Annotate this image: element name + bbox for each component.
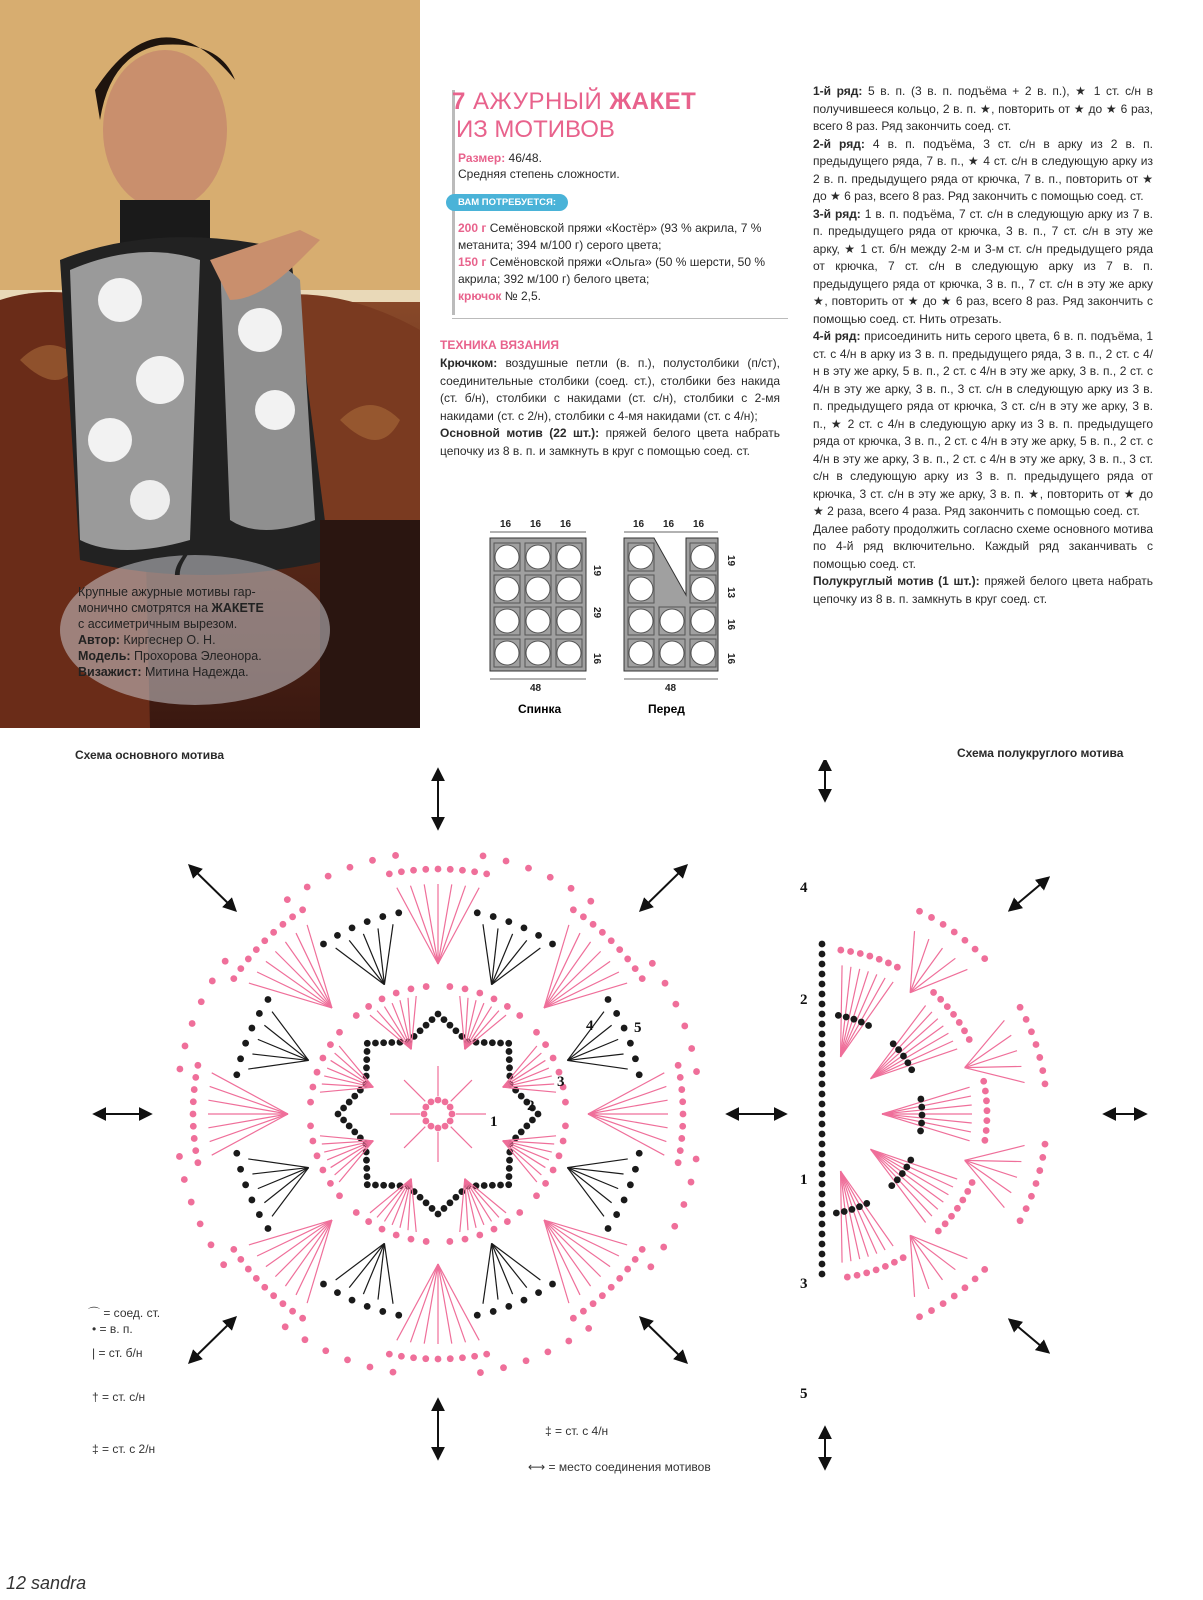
main-row-num-1: 1: [490, 1114, 498, 1130]
legend-tr: ‡ = ст. с 2/н: [92, 1442, 156, 1456]
half-motif: Полукруглый мотив (1 шт.): пряжей белого цвета набрать цепочку из 8 в. п. замкнуть в круг соед. ст.: [813, 574, 1153, 606]
article-title: [452, 88, 792, 144]
front-side-dim-1: 19: [725, 555, 736, 567]
back-bottom-dim: 48: [530, 683, 542, 694]
front-bottom-dim: 48: [665, 683, 677, 694]
need-badge: ВАМ ПОТРЕБУЕТСЯ:: [446, 194, 568, 211]
size-info: Размер: 46/48. Средняя степень сложности.: [458, 151, 620, 181]
material-1: 200 г Семёновской пряжи «Костёр» (93 % акрила, 7 % метанита; 394 м/100 г) серого цвета;: [458, 221, 762, 252]
back-label: Спинка: [518, 702, 562, 716]
caption-number: 7: [170, 545, 189, 583]
half-row-num-1: 1: [800, 1172, 808, 1188]
front-top-dim-1: 16: [633, 519, 645, 530]
front-side-dim-3: 16: [725, 619, 736, 631]
back-top-dim-2: 16: [530, 519, 542, 530]
caption-stylist: Визажист: Митина Надежда.: [78, 665, 249, 679]
half-row-num-5: 5: [800, 1386, 808, 1402]
main-motif-diagram: [95, 770, 785, 1458]
main-row-num-2: 2: [527, 1098, 535, 1114]
front-side-dim-4: 16: [725, 653, 736, 665]
caption-line-2: [78, 600, 328, 616]
technique-hook: Крючком: воздушные петли (в. п.), полустолбики (п/ст), соединительные столбики (соед. ст.), столбики без накида (ст. б/н), столбики с накидами (ст. с/н), столбики с 2-мя накидами (ст. с 2/н), столбики с 4-мя накидами (ст. с 4/н);: [440, 356, 780, 423]
legend-dtr4: ‡ = ст. с 4/н: [545, 1424, 609, 1438]
caption-jacket: ЖАКЕТЕ: [211, 601, 264, 615]
assembly-schemes: [478, 515, 778, 725]
front-side-dim-2: 13: [725, 587, 736, 599]
main-scheme-title: Схема основного мотива: [75, 748, 225, 762]
row-3: 3-й ряд: 1 в. п. подъёма, 7 ст. с/н в следующую арку из 7 в. п. предыдущего ряда от крючка, 3 в. п., 7 ст. с/н в эту же арку, ★ 1 ст. б/н между 2-м и 3-м ст. с/н предыдущего ряда от крючка, 7 ст. с/н в следующую арку из 7 в. п. предыдущего ряда от крючка, 3 в. п., 7 ст. с/н в эту же арку ★, повторить от ★ до ★ 6 раз, всего 8 раз. Ряд закончить с помощью соед. ст. Нить отрезать.: [813, 206, 1153, 326]
legend-ss: ⌒ = соед. ст.: [88, 1306, 161, 1320]
legend-join: ⟷ = место соединения мотивов: [528, 1460, 711, 1474]
front-top-dim-3: 16: [693, 519, 705, 530]
front-top-dim-2: 16: [663, 519, 675, 530]
technique-text: [440, 355, 780, 460]
model-photo: [0, 0, 420, 728]
crochet-charts: [0, 760, 1203, 1560]
caption-line-1: Крупные ажурные мотивы гар-: [78, 585, 256, 599]
material-hook: крючок № 2,5.: [458, 289, 541, 303]
caption-author: Автор: Киргеснер О. Н.: [78, 633, 216, 647]
row-4: 4-й ряд: присоединить нить серого цвета, 6 в. п. подъёма, 1 ст. с 4/н в арку из 3 в. п. предыдущего ряда, 3 в. п., 2 ст. с 4/н в эту же арку, 5 в. п., 2 ст. с 4/н в эту же арку, 3 в. п., 2 ст. с 4/н в эту же арку, 3 в. п., 3 ст. с/н в следующую арку из 3 в. п. предыдущего ряда от крючка, 3 ст. с/н в эту же арку, 3 в. п., ★ 2 ст. с 4/н в следующую арку из 3 в. п. предыдущего ряда от крючка, 3 в. п., 2 ст. с 4/н в эту же арку, 5 в. п., 2 ст. с 4/н в эту же арку, 3 в. п., 2 ст. с 4/н в эту же арку, 3 в. п., 3 ст. с/н в следующую арку из 3 в. п. предыдущего ряда от крючка, 3 ст. с/н в эту же арку, 3 в. п. ★, повторить от ★ до ★ 2 раза, всего 4 раза. Ряд закончить с помощью соед. ст.: [813, 329, 1154, 518]
main-row-num-5: 5: [634, 1020, 642, 1036]
legend-ch: • = в. п.: [92, 1322, 133, 1336]
back-side-dim-1: 19: [591, 565, 602, 577]
photo-caption: [78, 584, 328, 680]
divider: [452, 318, 788, 319]
legend-dc: † = ст. с/н: [92, 1390, 146, 1404]
front-label: Перед: [648, 702, 685, 716]
further-text: Далее работу продолжить согласно схеме основного мотива по 4-й ряд включительно. Каждый ряд заканчивать с помощью соед. ст.: [813, 521, 1153, 571]
difficulty: Средняя степень сложности.: [458, 167, 620, 181]
back-top-dim-3: 16: [560, 519, 572, 530]
materials-list: [458, 220, 783, 305]
technique-motif: Основной мотив (22 шт.): пряжей белого цвета набрать цепочку из 8 в. п. и замкнуть в круг с помощью соед. ст.: [440, 426, 780, 458]
caption-line-3: с ассиметричным вырезом.: [78, 617, 238, 631]
rows-text: [813, 83, 1153, 608]
row-1: 1-й ряд: 5 в. п. (3 в. п. подъёма + 2 в. п.), ★ 1 ст. с/н в получившееся кольцо, 2 в. п. ★, повторить от ★ до ★ 6 раз, всего 8 раз. Ряд закончить соед. ст.: [813, 84, 1153, 133]
page-footer: 12 sandra: [6, 1573, 87, 1593]
half-row-num-2: 2: [800, 992, 808, 1008]
title-line-2: ИЗ МОТИВОВ: [456, 116, 615, 143]
back-top-dim-1: 16: [500, 519, 512, 530]
material-2: 150 г Семёновской пряжи «Ольга» (50 % шерсти, 50 % акрила; 392 м/100 г) белого цвета;: [458, 255, 765, 286]
half-scheme-title: Схема полукруглого мотива: [957, 746, 1124, 760]
caption-model: Модель: Прохорова Элеонора.: [78, 649, 262, 663]
back-side-dim-2: 29: [591, 607, 602, 619]
half-row-num-4: 4: [800, 880, 808, 896]
half-row-num-3: 3: [800, 1276, 808, 1292]
main-row-num-4: 4: [586, 1018, 594, 1034]
main-row-num-3: 3: [557, 1074, 565, 1090]
caption-line-2a: монично смотрятся на: [78, 601, 212, 615]
technique-heading: ТЕХНИКА ВЯЗАНИЯ: [440, 338, 560, 352]
row-2: 2-й ряд: 4 в. п. подъёма, 3 ст. с/н в арку из 2 в. п. предыдущего ряда, 7 в. п., ★ 4 ст. с/н в следующую арку из 2 в. п. предыдущего ряда от крючка, 7 в. п., повторить от ★ до ★ 6 раз, всего 8 раз. Ряд закончить с помощью соед. ст.: [813, 136, 1154, 203]
title-line-1: 7 АЖУРНЫЙ ЖАКЕТ: [452, 88, 697, 115]
back-side-dim-3: 16: [591, 653, 602, 665]
half-motif-diagram: [819, 760, 1145, 1468]
legend-sc: | = ст. б/н: [92, 1346, 143, 1360]
